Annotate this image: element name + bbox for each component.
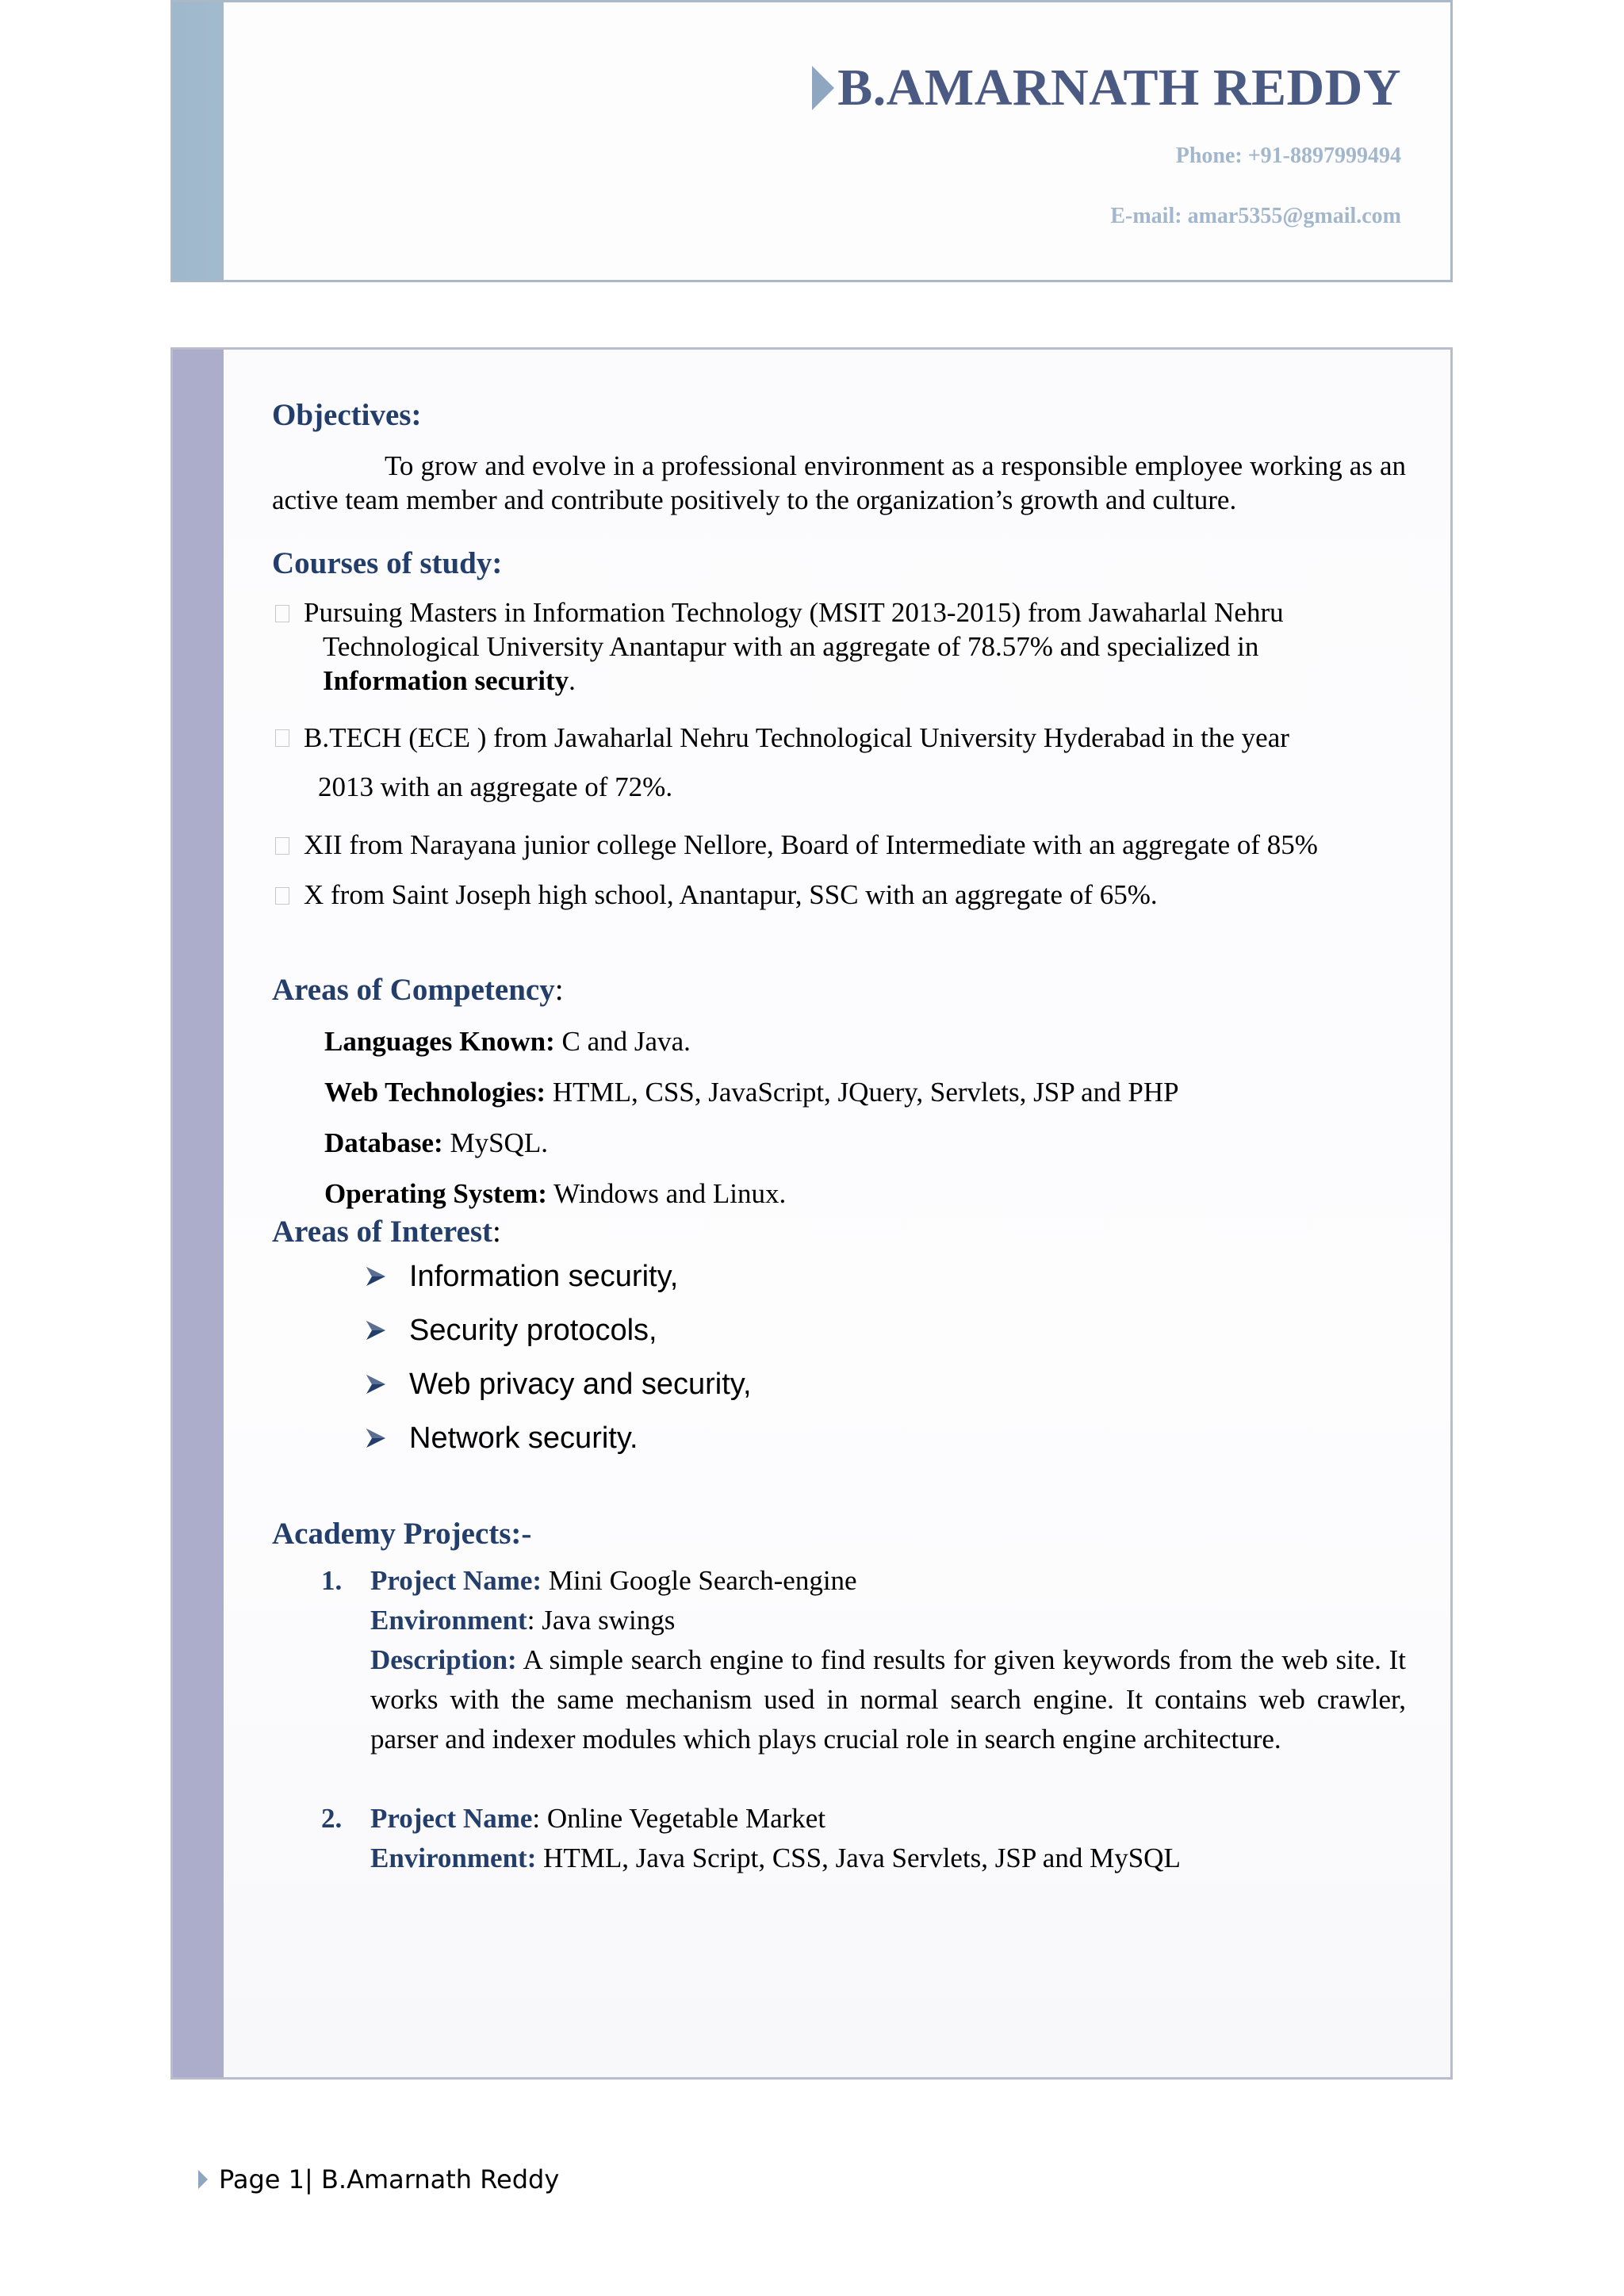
competency-row: Web Technologies: HTML, CSS, JavaScript, JQuery, Servlets, JSP and PHP [324, 1077, 1179, 1108]
checkbox-bullet-icon [275, 605, 289, 622]
arrowhead-bullet-icon [363, 1264, 389, 1289]
projects-list [272, 1561, 1406, 1878]
header-box [170, 0, 1453, 282]
phone-number: Phone: +91-8897999494 [1175, 144, 1401, 168]
objectives-text: To grow and evolve in a professional environment as a responsible employee working as an active team member and contribute positively to the organization’s growth and culture. [272, 450, 1406, 515]
arrowhead-bullet-icon [363, 1425, 389, 1451]
course-item: XII from Narayana junior college Nellore, Board of Intermediate with an aggregate of 85% [272, 828, 1406, 862]
triangle-arrow-icon [198, 2170, 208, 2189]
interest-item: Security protocols, [363, 1313, 1406, 1348]
interest-item: Web privacy and security, [363, 1367, 1406, 1402]
candidate-name: B.AMARNATH REDDY [837, 59, 1401, 117]
course-item: X from Saint Joseph high school, Anantapur, SSC with an aggregate of 65%. [272, 878, 1406, 912]
footer-text: Page 1| B.Amarnath Reddy [219, 2164, 560, 2195]
project-item: 1. Project Name: Mini Google Search-engine Environment: Java swings Description: A simple search engine to find results for given keywords from the web site. It works with the same mechanism used in normal search engine. It contains web crawler, parser and indexer modules which plays crucial role in search engine architecture. [321, 1561, 1406, 1759]
competency-row: Languages Known: C and Java. [324, 1026, 691, 1058]
email-address: E-mail: amar5355@gmail.com [1110, 204, 1401, 228]
project-item: 2. Project Name: Online Vegetable Market Environment: HTML, Java Script, CSS, Java Servlets, JSP and MySQL [321, 1799, 1406, 1878]
competency-row: Operating System: Windows and Linux. [324, 1178, 787, 1210]
project-number: 2. [321, 1802, 343, 1834]
competency-row: Database: MySQL. [324, 1127, 548, 1159]
name-row [812, 58, 1401, 118]
main-content-box [170, 347, 1453, 2080]
arrowhead-bullet-icon [363, 1372, 389, 1397]
courses-heading: Courses of study: [272, 545, 503, 580]
competency-list [272, 1024, 1406, 1211]
projects-heading: Academy Projects:- [272, 1517, 532, 1552]
triangle-arrow-icon [812, 66, 834, 110]
checkbox-bullet-icon [275, 729, 289, 747]
interest-list [272, 1259, 1406, 1456]
main-accent-bar [173, 350, 224, 2077]
resume-content [272, 397, 1406, 1918]
interest-item: Network security. [363, 1421, 1406, 1456]
interest-item: Information security, [363, 1259, 1406, 1294]
objectives-heading: Objectives: [272, 398, 422, 432]
page-footer [198, 2164, 559, 2195]
course-item: Pursuing Masters in Information Technology (MSIT 2013-2015) from Jawaharlal Nehru Technological University Anantapur with an aggregate of 78.57% and specialized in Information security. [272, 595, 1406, 698]
header-accent-bar [173, 2, 224, 280]
course-item: B.TECH (ECE ) from Jawaharlal Nehru Technological University Hyderabad in the year 2013 with an aggregate of 72%. [272, 714, 1406, 812]
courses-list [272, 595, 1406, 912]
competency-heading: Areas of Competency: [272, 972, 564, 1007]
checkbox-bullet-icon [275, 887, 289, 905]
checkbox-bullet-icon [275, 837, 289, 855]
interest-heading: Areas of Interest: [272, 1215, 501, 1249]
arrowhead-bullet-icon [363, 1318, 389, 1343]
project-number: 1. [321, 1564, 343, 1596]
